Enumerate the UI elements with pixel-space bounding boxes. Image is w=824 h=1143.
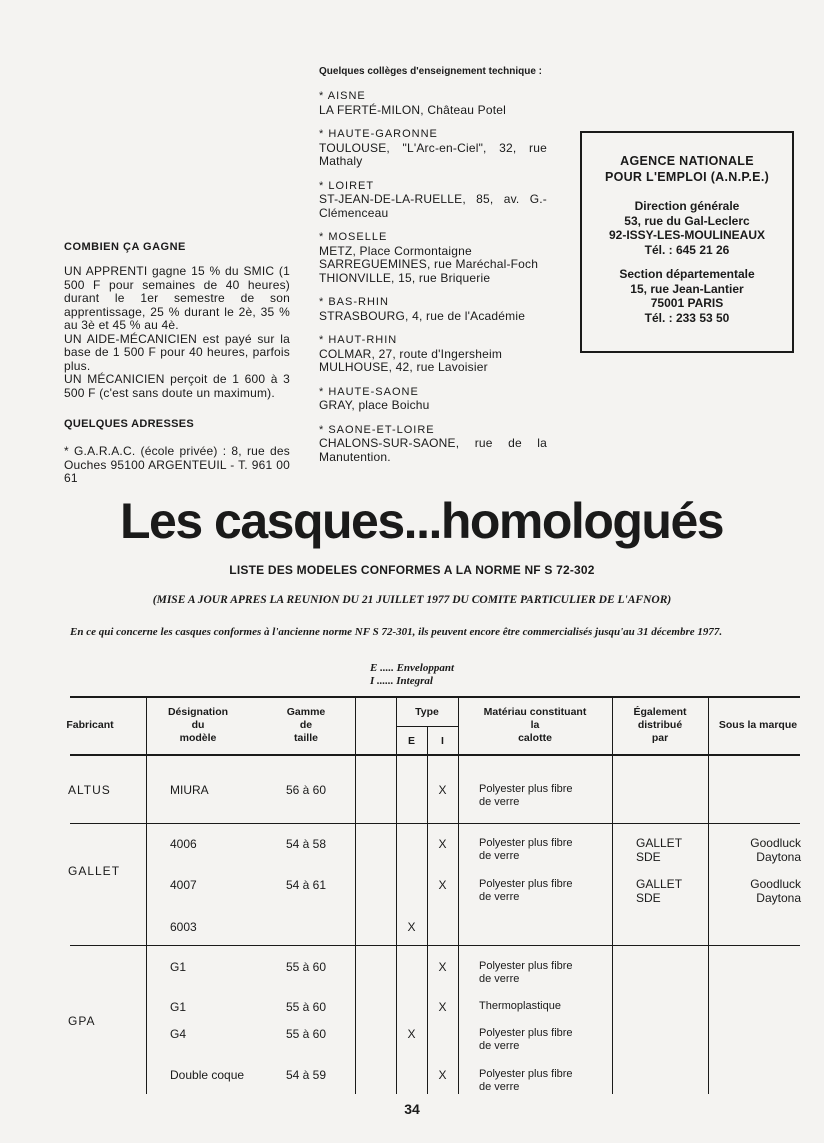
material-cell: Thermoplastique: [479, 1000, 561, 1012]
type-i-cell: X: [438, 837, 447, 851]
intro-text: En ce qui concerne les casques conformes à l'ancienne norme NF S 72-301, ils peuvent encore être commercialisés jusqu'au 31 décembre 1977.: [70, 626, 723, 638]
table-group-rule-1: [70, 823, 800, 824]
material-cell: Polyester plus fibre de verre: [479, 1068, 573, 1093]
type-i-cell: X: [438, 1000, 447, 1014]
college-region: * HAUT-RHIN: [319, 334, 398, 346]
material-cell: Polyester plus fibre de verre: [479, 1027, 573, 1052]
college-section: [319, 128, 547, 169]
col-rule-2: [355, 696, 356, 1094]
college-region: * LOIRET: [319, 179, 375, 192]
model-cell: G1: [170, 960, 187, 974]
college-section: [319, 296, 547, 323]
brand-cell: Goodluck Daytona: [750, 877, 801, 905]
header-marque: Sous la marque: [718, 719, 798, 731]
college-section: [319, 424, 547, 465]
college-address: LA FERTÉ-MILON, Château Potel: [319, 102, 506, 117]
college-address: TOULOUSE, "L'Arc-en-Ciel", 32, rue Mathaly: [319, 140, 547, 168]
type-i-cell: X: [438, 960, 447, 974]
college-region: * SAONE-ET-LOIRE: [319, 423, 435, 436]
colleges-heading: Quelques collèges d'enseignement technique :: [319, 66, 542, 77]
legend-enveloppant: E ..... Enveloppant: [370, 662, 455, 674]
model-cell: 4006: [170, 837, 197, 851]
model-cell: Double coque: [170, 1068, 245, 1082]
college-address: STRASBOURG, 4, rue de l'Académie: [319, 308, 526, 323]
college-section: [319, 386, 547, 413]
college-address: METZ, Place Cormontaigne SARREGUEMINES, rue Maréchal-Foch THIONVILLE, 15, rue Briquerie: [319, 243, 539, 285]
table-group-rule-2: [70, 945, 800, 946]
size-cell: 55 à 60: [285, 960, 327, 974]
col-rule-1: [146, 696, 147, 1094]
anpe-dg-line1: 53, rue du Gal-Leclerc: [624, 213, 750, 228]
college-section: [319, 334, 547, 375]
article-subtitle: LISTE DES MODELES CONFORMES A LA NORME NF S 72-302: [229, 563, 595, 577]
anpe-sd-line2: 75001 PARIS: [650, 296, 724, 310]
distributor-cell: GALLET SDE: [636, 877, 683, 905]
header-type-e: E: [407, 735, 415, 747]
model-cell: 6003: [170, 920, 197, 934]
manufacturer-cell: ALTUS: [68, 783, 111, 797]
col-rule-7: [708, 696, 709, 1094]
material-cell: Polyester plus fibre de verre: [479, 783, 573, 808]
pay-heading: COMBIEN ÇA GAGNE: [64, 241, 186, 253]
size-cell: 56 à 60: [285, 783, 327, 797]
college-address: COLMAR, 27, route d'Ingersheim MULHOUSE, 42, rue Lavoisier: [319, 346, 503, 374]
type-i-cell: X: [438, 878, 447, 892]
header-gamme: Gamme de taille: [286, 706, 326, 744]
table-top-rule: [70, 696, 800, 698]
pay-text: [64, 265, 290, 400]
material-cell: Polyester plus fibre de verre: [479, 960, 573, 985]
college-region: * MOSELLE: [319, 231, 388, 243]
col-rule-6: [612, 696, 613, 1094]
col-rule-5: [458, 696, 459, 1094]
article-title: Les casques...homologués: [120, 493, 724, 549]
anpe-box: [580, 131, 794, 353]
size-cell: 54 à 58: [285, 837, 327, 851]
college-region: * AISNE: [319, 90, 366, 102]
manufacturer-cell: GALLET: [68, 864, 121, 878]
model-cell: 4007: [170, 878, 197, 892]
college-address: CHALONS-SUR-SAONE, rue de la Manutention.: [319, 436, 547, 464]
update-note: (MISE A JOUR APRES LA REUNION DU 21 JUILLET 1977 DU COMITE PARTICULIER DE L'AFNOR): [152, 594, 672, 606]
anpe-dg-line2: 92-ISSY-LES-MOULINEAUX: [608, 228, 766, 242]
college-section: [319, 180, 547, 221]
pay-paragraph-apprenti: UN APPRENTI gagne 15 % du SMIC (1 500 F pour semaines de 40 heures) durant le 1er semestre de son apprentissage, 25 % durant le 2è, 35 % au 3è et 45 % au 4è.: [64, 264, 290, 332]
anpe-dg-label: Direction générale: [634, 199, 740, 213]
anpe-sd-tel: Tél. : 233 53 50: [644, 310, 730, 325]
college-address: GRAY, place Boichu: [319, 398, 430, 412]
header-fabricant: Fabricant: [66, 719, 114, 731]
header-designation: Désignation du modèle: [167, 706, 229, 744]
anpe-sd-label: Section départementale: [619, 267, 755, 281]
type-e-cell: X: [407, 920, 416, 934]
addresses-heading: QUELQUES ADRESSES: [64, 418, 194, 430]
header-type-i: I: [441, 735, 444, 747]
col-rule-4: [427, 726, 428, 1094]
college-section: [319, 90, 547, 117]
model-cell: G4: [170, 1027, 187, 1041]
pay-paragraph-aide: UN AIDE-MÉCANICIEN est payé sur la base de 1 500 F pour 40 heures, parfois plus.: [64, 331, 290, 373]
material-cell: Polyester plus fibre de verre: [479, 837, 573, 862]
anpe-title-line2: POUR L'EMPLOI (A.N.P.E.): [604, 170, 770, 184]
college-region: * BAS-RHIN: [319, 296, 389, 308]
college-section: [319, 231, 547, 285]
college-region: * HAUTE-SAONE: [319, 385, 419, 398]
type-i-cell: X: [438, 1068, 447, 1082]
colleges-list: [319, 90, 547, 475]
model-cell: G1: [170, 1000, 187, 1014]
table-header-rule: [70, 754, 800, 756]
size-cell: 55 à 60: [285, 1027, 327, 1041]
anpe-title-line1: AGENCE NATIONALE: [620, 154, 754, 168]
material-cell: Polyester plus fibre de verre: [479, 878, 573, 903]
type-i-cell: X: [438, 783, 447, 797]
college-address: ST-JEAN-DE-LA-RUELLE, 85, av. G.-Clémenceau: [319, 192, 547, 220]
pay-paragraph-mecanicien: UN MÉCANICIEN perçoit de 1 600 à 3 500 F (c'est sans doute un maximum).: [64, 372, 290, 400]
type-e-cell: X: [407, 1027, 416, 1041]
page-number: 34: [404, 1101, 420, 1117]
brand-cell: Goodluck Daytona: [750, 836, 801, 864]
size-cell: 54 à 61: [285, 878, 327, 892]
model-cell: MIURA: [170, 783, 209, 797]
header-type: Type: [415, 706, 439, 718]
manufacturer-cell: GPA: [68, 1014, 96, 1028]
size-cell: 54 à 59: [285, 1068, 327, 1082]
header-egalement: Également distribué par: [633, 706, 687, 744]
anpe-sd-line1: 15, rue Jean-Lantier: [630, 281, 744, 296]
legend-integral: I ...... Integral: [370, 675, 433, 687]
header-materiau: Matériau constituant la calotte: [483, 706, 587, 744]
anpe-dg-tel: Tél. : 645 21 26: [644, 242, 730, 257]
addresses-text: * G.A.R.A.C. (école privée) : 8, rue des Ouches 95100 ARGENTEUIL - T. 961 00 61: [64, 444, 290, 485]
distributor-cell: GALLET SDE: [636, 836, 683, 864]
college-region: * HAUTE-GARONNE: [319, 128, 438, 140]
size-cell: 55 à 60: [285, 1000, 327, 1014]
